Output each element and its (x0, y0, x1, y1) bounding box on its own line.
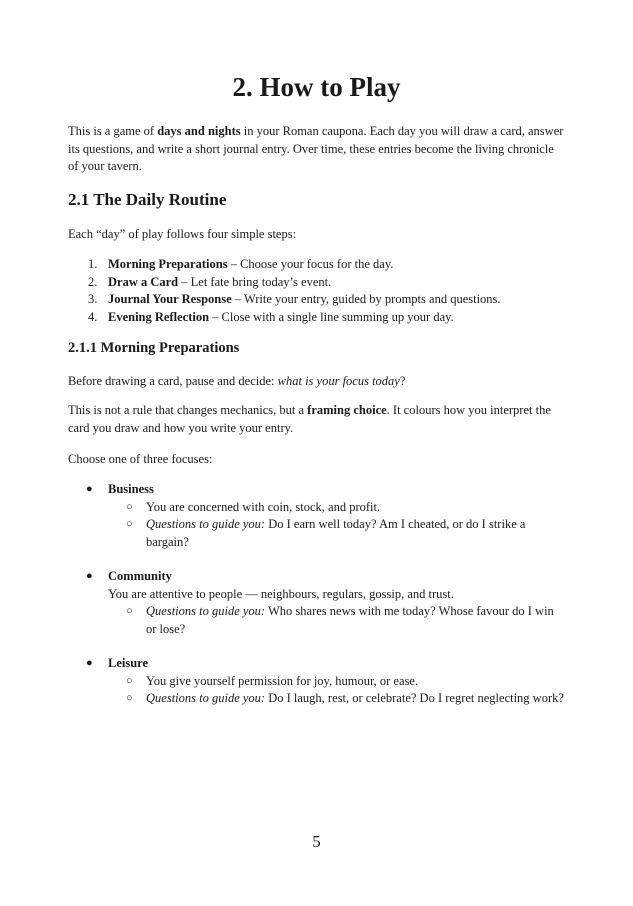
morning-paragraph-1 (68, 373, 565, 391)
bullet-icon: ● (86, 570, 93, 582)
step-number: 3. (88, 292, 98, 306)
intro-paragraph (68, 123, 565, 176)
questions-label: Questions to guide you: (146, 604, 266, 618)
focus-details (68, 603, 565, 638)
bullet-icon: ● (86, 657, 93, 669)
focus-detail-item (68, 499, 565, 517)
questions-text: Do I earn well today? Am I cheated, or do I strike a bargain? (146, 517, 526, 549)
page-number: 5 (312, 832, 321, 851)
intro-text-pre: This is a game of (68, 124, 158, 138)
focus-detail-item (68, 690, 565, 708)
step-text: – Choose your focus for the day. (227, 257, 394, 271)
focus-business (68, 481, 565, 551)
section-heading-morning-preparations: 2.1.1 Morning Preparations (68, 340, 240, 356)
routine-lead: Each “day” of play follows four simple steps: (68, 227, 297, 241)
focus-detail-text: You give yourself permission for joy, humour, or ease. (146, 673, 419, 688)
morning-p1-emphasis: what is your focus today (277, 374, 400, 388)
questions-label: Questions to guide you: (146, 517, 266, 531)
step-title: Morning Preparations (108, 257, 228, 271)
morning-p1-text: Before drawing a card, pause and decide: (68, 374, 278, 388)
morning-paragraph-3: Choose one of three focuses: (68, 452, 213, 466)
focus-details (68, 499, 565, 552)
step-number: 4. (88, 309, 98, 324)
hollow-bullet-icon: ○ (126, 605, 133, 617)
hollow-bullet-icon: ○ (126, 692, 133, 704)
step-title: Journal Your Response (108, 292, 232, 306)
steps-list (68, 256, 565, 326)
intro-text-post: in your Roman caupona. Each day you will draw a card, answer its questions, and write a short journal entry. Over time, these entries become the living chronicle of your tavern. (68, 124, 564, 173)
focus-name: Leisure (108, 656, 149, 670)
step-text: – Write your entry, guided by prompts and questions. (231, 292, 501, 306)
focus-community (68, 568, 565, 638)
questions-text: Do I laugh, rest, or celebrate? Do I regret neglecting work? (265, 691, 564, 705)
focus-detail-text: You are concerned with coin, stock, and profit. (146, 499, 381, 514)
step-item (68, 309, 565, 327)
focus-detail-item (68, 673, 565, 691)
focus-detail-item (68, 603, 565, 638)
focus-description: You are attentive to people — neighbours, regulars, gossip, and trust. (108, 586, 454, 601)
page-title: 2. How to Play (232, 72, 401, 102)
questions-text: Who shares news with me today? Whose favour do I win or lose? (146, 604, 554, 636)
step-title: Draw a Card (108, 274, 179, 289)
focus-name: Business (108, 482, 154, 496)
step-number: 2. (88, 274, 98, 289)
intro-bold: days and nights (157, 124, 241, 138)
hollow-bullet-icon: ○ (126, 500, 133, 513)
morning-paragraph-2 (68, 402, 565, 437)
focus-leisure (68, 655, 565, 708)
morning-p2-bold: framing choice (307, 403, 387, 417)
morning-p2-text: This is not a rule that changes mechanics, but a (68, 403, 308, 417)
morning-p1-end: ? (399, 374, 406, 388)
morning-p2-end: . It colours how you interpret the card you draw and how you write your entry. (68, 403, 551, 435)
step-item (68, 256, 565, 274)
questions-label: Questions to guide you: (146, 691, 266, 705)
step-item (68, 291, 565, 309)
focus-details (68, 673, 565, 708)
section-heading-daily-routine: 2.1 The Daily Routine (68, 190, 227, 209)
focus-detail-item (68, 516, 565, 551)
step-text: – Close with a single line summing up your day. (209, 309, 454, 324)
bullet-icon: ● (86, 483, 93, 495)
focus-name: Community (108, 569, 172, 583)
hollow-bullet-icon: ○ (126, 518, 133, 530)
step-title: Evening Reflection (108, 309, 210, 324)
step-item (68, 274, 565, 292)
step-number: 1. (88, 257, 98, 271)
hollow-bullet-icon: ○ (126, 674, 133, 687)
step-text: – Let fate bring today’s event. (178, 274, 332, 289)
